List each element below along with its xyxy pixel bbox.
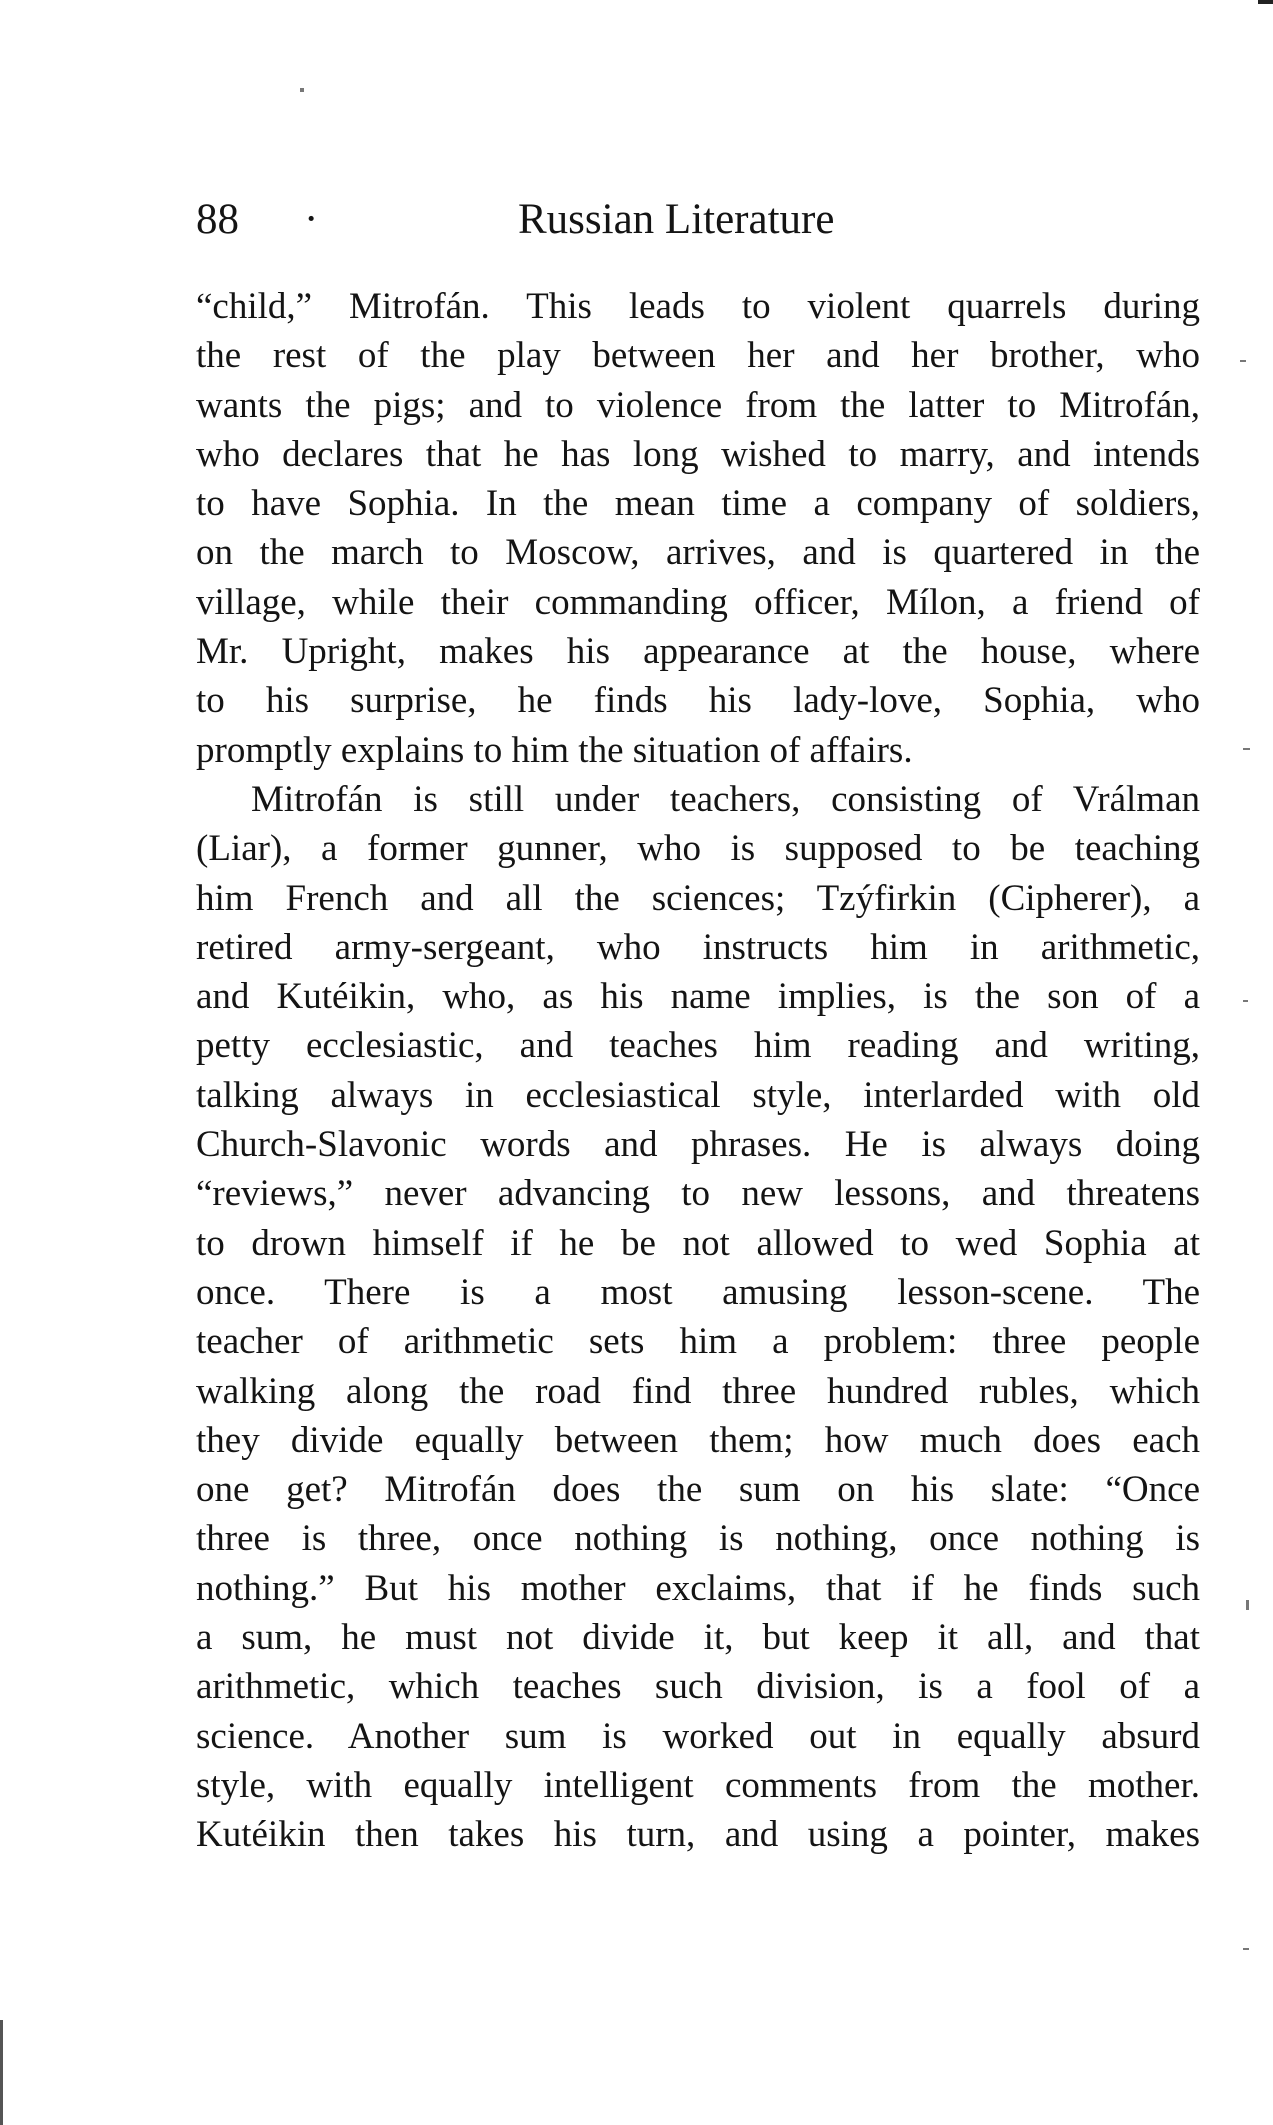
- text-line: Kutéikin then takes his turn, and using a pointer, makes: [196, 1814, 1200, 1856]
- text-line: arithmetic, which teaches such division, is a fool of a: [196, 1666, 1200, 1708]
- text-line: to drown himself if he be not allowed to wed Sophia at: [196, 1222, 1200, 1264]
- scan-edge-mark: [1258, 0, 1273, 4]
- text-line: retired army-sergeant, who instructs him in arithmetic,: [196, 926, 1200, 968]
- text-line: three is three, once nothing is nothing, once nothing is: [196, 1518, 1200, 1560]
- text-line: village, while their commanding officer, Mílon, a friend of: [196, 581, 1200, 623]
- header-separator: ·: [304, 196, 319, 243]
- text-line: “reviews,” never advancing to new lessons, and threatens: [196, 1173, 1200, 1215]
- scan-speck: [300, 88, 304, 92]
- text-line: “child,” Mitrofán. This leads to violent quarrels during: [196, 286, 1200, 327]
- paragraph-1: [196, 282, 1200, 775]
- page-number: 88: [196, 196, 239, 243]
- text-line: on the march to Moscow, arrives, and is quartered in the: [196, 532, 1200, 574]
- text-line: the rest of the play between her and her brother, who: [196, 335, 1200, 377]
- text-line: Mitrofán is still under teachers, consisting of Vrálman: [251, 778, 1200, 820]
- text-line: and Kutéikin, who, as his name implies, is the son of a: [196, 976, 1200, 1018]
- paragraph-2: [196, 775, 1200, 1860]
- text-line: petty ecclesiastic, and teaches him reading and writing,: [196, 1025, 1200, 1067]
- text-line: walking along the road find three hundred rubles, which: [196, 1370, 1200, 1412]
- text-line: to have Sophia. In the mean time a company of soldiers,: [196, 483, 1200, 525]
- scan-speck: [1243, 1000, 1248, 1002]
- scan-edge-mark: [0, 2020, 3, 2125]
- text-line: teacher of arithmetic sets him a problem: three people: [196, 1321, 1200, 1363]
- text-line: wants the pigs; and to violence from the latter to Mitrofán,: [196, 384, 1200, 426]
- text-line: science. Another sum is worked out in equally absurd: [196, 1715, 1200, 1757]
- scan-speck: [1240, 360, 1246, 362]
- scan-speck: [1243, 748, 1250, 750]
- page-header: [196, 190, 1200, 250]
- scan-speck: [1243, 1948, 1249, 1950]
- text-line: who declares that he has long wished to marry, and intends: [196, 433, 1200, 475]
- text-line: style, with equally intelligent comments from the mother.: [196, 1764, 1200, 1806]
- text-line: once. There is a most amusing lesson-scene. The: [196, 1271, 1200, 1313]
- text-line: they divide equally between them; how much does each: [196, 1419, 1200, 1461]
- scan-speck: [1246, 1600, 1249, 1610]
- text-line: Church-Slavonic words and phrases. He is always doing: [196, 1124, 1200, 1166]
- text-line: a sum, he must not divide it, but keep it all, and that: [196, 1617, 1200, 1659]
- text-line: talking always in ecclesiastical style, interlarded with old: [196, 1074, 1200, 1116]
- text-line: Mr. Upright, makes his appearance at the house, where: [196, 631, 1200, 673]
- text-line: him French and all the sciences; Tzýfirkin (Cipherer), a: [196, 877, 1200, 919]
- text-line: promptly explains to him the situation of affairs.: [196, 729, 913, 771]
- body-text: [196, 282, 1200, 1860]
- running-title: Russian Literature: [518, 196, 835, 243]
- text-line: (Liar), a former gunner, who is supposed to be teaching: [196, 828, 1200, 870]
- text-line: nothing.” But his mother exclaims, that if he finds such: [196, 1567, 1200, 1609]
- text-line: one get? Mitrofán does the sum on his slate: “Once: [196, 1469, 1200, 1511]
- text-line: to his surprise, he finds his lady-love, Sophia, who: [196, 680, 1200, 722]
